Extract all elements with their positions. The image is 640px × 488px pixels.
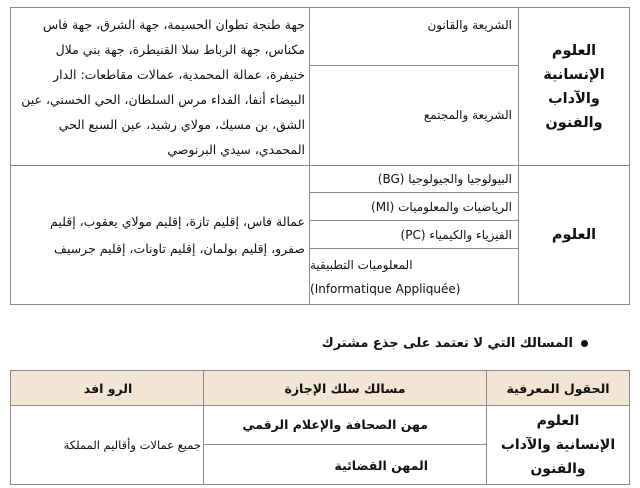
regions-line: مكناس، جهة الرباط سلا القنيطرة، جهة بني ملال	[55, 42, 305, 57]
regions-line: صفرو، إقليم بولمان، إقليم تاونات، إقليم جرسيف	[54, 240, 305, 256]
track-item: الفيزياء والكيمياء (PC)	[310, 221, 518, 249]
feeders-cell: جميع عمالات وأقاليم المملكة	[63, 437, 201, 452]
regions-line: المحمدي، سيدي البرنوصي	[167, 142, 305, 157]
regions-line: جهة طنجة تطوان الحسيمة، جهة الشرق، جهة فاس	[42, 17, 305, 32]
field-line: العلوم	[551, 42, 597, 59]
field-line: والفنون	[545, 114, 603, 131]
tracks-cell	[203, 405, 486, 484]
table-row	[11, 165, 629, 304]
field-line: الإنسانية والآداب	[543, 66, 605, 107]
header-feeders: الرو افد	[83, 380, 133, 396]
field-cell	[518, 165, 629, 304]
regions-line: خنيفرة، عمالة المحمدية، عمالات مقاطعات: الدار	[53, 67, 305, 82]
table-row	[11, 405, 629, 484]
section-heading-text: المسالك التي لا تعتمد على جذع مشترك	[321, 336, 573, 351]
field-cell	[518, 8, 629, 165]
header-fields: الحقول المعرفية	[486, 371, 629, 405]
track-item: الرياضيات والمعلوميات (MI)	[310, 193, 518, 221]
track-line: (Informatique Appliquée)	[310, 282, 461, 296]
bullet-icon	[581, 340, 588, 347]
regions-line: الشق، بن مسيك، مولاي رشيد، عين السبع الحي	[58, 117, 305, 132]
section-heading	[322, 336, 588, 351]
header-tracks: مسالك سلك الإجازة	[203, 371, 486, 405]
table-row	[11, 8, 629, 166]
track-line: المعلوميات التطبيقية	[310, 258, 413, 272]
track-item: البيولوجيا والجيولوجيا (BG)	[310, 165, 518, 193]
field-cell	[486, 405, 629, 484]
track-item: المهن القضائية	[334, 457, 428, 473]
field-line: العلوم	[536, 412, 580, 429]
regions-line: عمالة فاس، إقليم تازة، إقليم مولاي يعقوب، إقليم	[50, 213, 305, 229]
regions-line: البيضاء أنفا، الفداء مرس السلطان، الحي الحسني، عين	[21, 92, 305, 107]
track-item: الشريعة والقانون	[310, 8, 518, 66]
track-item: مهن الصحافة والإعلام الرقمي	[204, 405, 486, 445]
tracks-table-no-common-core	[10, 370, 630, 485]
tracks-cell	[309, 165, 518, 304]
field-line: العلوم	[551, 226, 597, 243]
field-line: الإنسانية والآداب والفنون	[500, 436, 616, 477]
table-header	[11, 371, 629, 406]
tracks-cell	[309, 8, 518, 165]
track-item	[310, 249, 518, 305]
tracks-table-common-core	[10, 7, 630, 305]
regions-cell	[11, 165, 311, 304]
track-item: الشريعة والمجتمع	[423, 108, 512, 122]
regions-cell	[11, 8, 311, 165]
